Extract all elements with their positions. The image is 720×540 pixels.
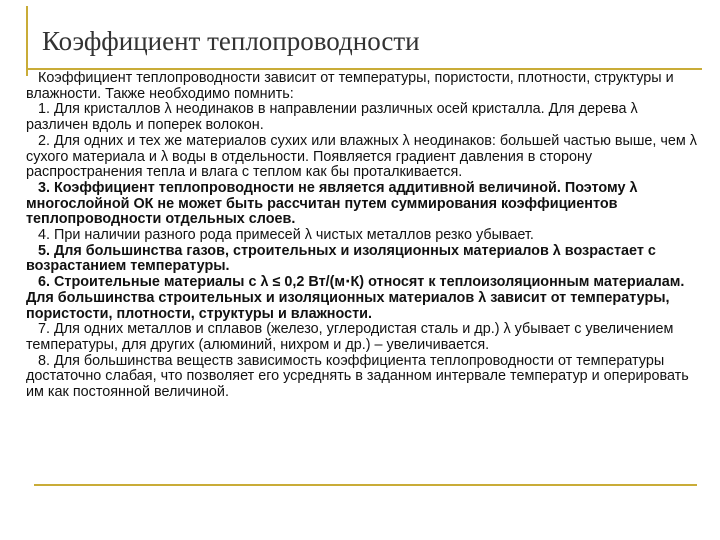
paragraph-item-4: 4. При наличии разного рода примесей λ чистых металлов резко убывает. [38, 227, 534, 244]
paragraph-item-2: 2. Для одних и тех же материалов сухих или влажных λ неодинаков: большей частью выше, чем λ сухого материала и λ воды в отдельности. Появляется градиент давления в сторону распространения тепла и влага с теплом как бы проталкивается. [26, 132, 697, 181]
paragraph-item-7: 7. Для одних металлов и сплавов (железо, углеродистая сталь и др.) λ убывает с увеличением температуры, для других (алюминий, нихром и др.) – увеличивается. [26, 321, 674, 353]
paragraph-item-8: 8. Для большинства веществ зависимость коэффициента теплопроводности от температуры достаточно слабая, что позволяет его усреднять в заданном интервале температур и оперировать им как постоянной величиной. [26, 352, 689, 401]
paragraph-item-6: 6. Строительные материалы с λ ≤ 0,2 Вт/(м⋅К) относят к теплоизоляционным материалам. Для большинства строительных и изоляционных материалов λ зависит от температуры, пористости, плотности, структуры и влажности. [26, 274, 685, 322]
slide-title: Коэффициент теплопроводности [42, 26, 420, 56]
title-vertical-rule [26, 6, 28, 76]
paragraph-item-3: 3. Коэффициент теплопроводности не является аддитивной величиной. Поэтому λ многослойной ОК не может быть рассчитан путем суммирования коэффициентов теплопроводности отдельных слоев. [26, 179, 638, 228]
paragraph-item-5: 5. Для большинства газов, строительных и изоляционных материалов λ возрастает с возрастанием температуры. [26, 242, 656, 275]
slide-body [26, 71, 698, 401]
paragraph-intro: Коэффициент теплопроводности зависит от температуры, пористости, плотности, структуры и влажности. Также необходимо помнить: [26, 70, 674, 102]
paragraph-item-1: 1. Для кристаллов λ неодинаков в направлении различных осей кристалла. Для дерева λ различен вдоль и поперек волокон. [26, 101, 638, 134]
footer-rule [34, 484, 697, 486]
